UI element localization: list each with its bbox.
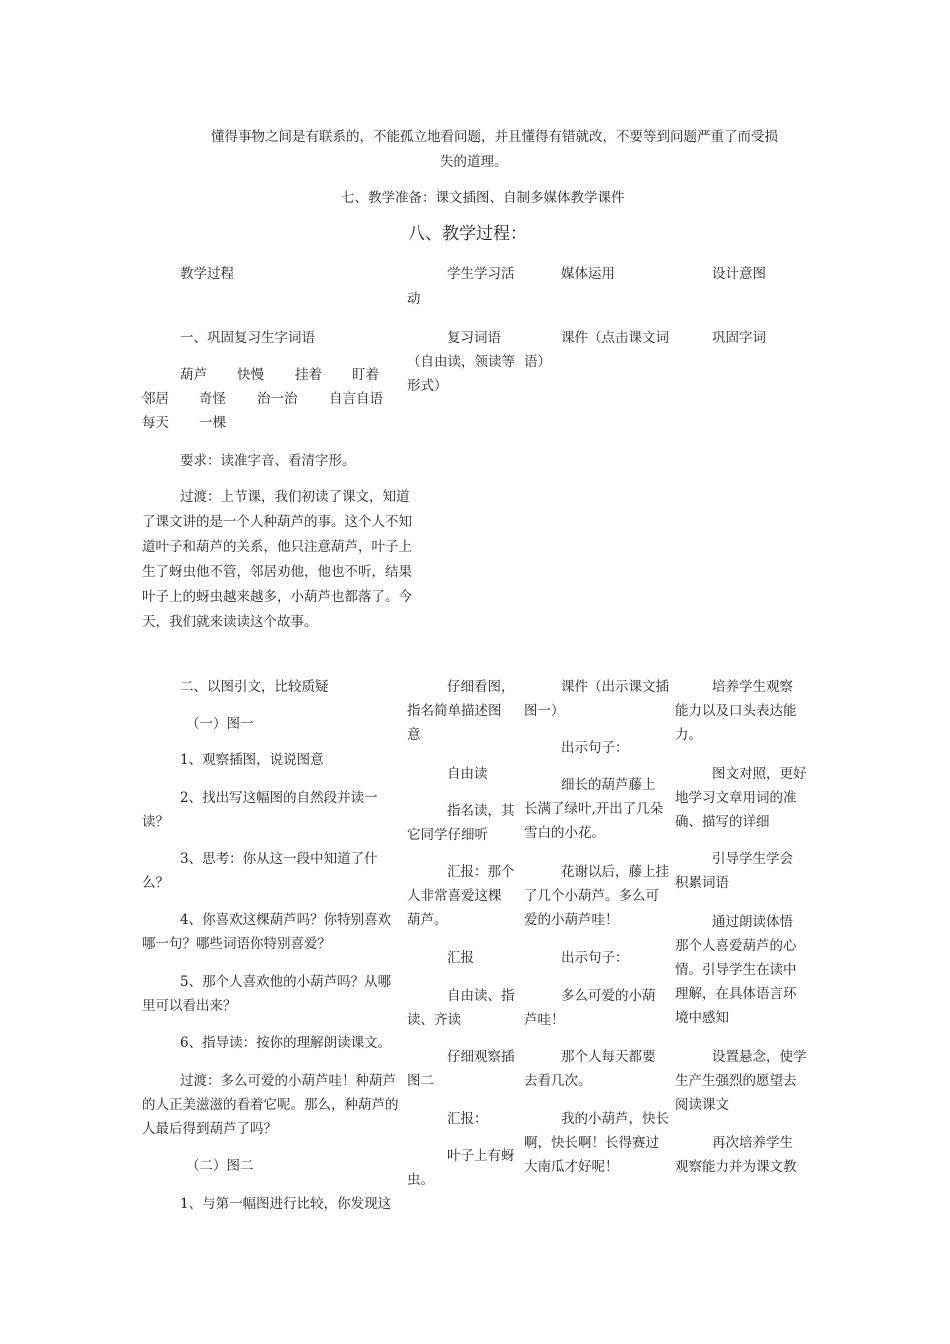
word: 治一治 bbox=[257, 391, 298, 407]
question-4-cont: 哪一句？哪些词语你特别喜爱？ bbox=[142, 936, 331, 952]
intent-line: 引导学生学会 bbox=[712, 851, 793, 867]
student-activity-line: 自由读、指 bbox=[447, 988, 515, 1004]
header-media: 媒体运用 bbox=[561, 266, 615, 282]
media-line: 图一） bbox=[524, 703, 565, 719]
question-6: 6、指导读：按你的理解朗读课文。 bbox=[180, 1035, 392, 1051]
question-3-cont: 么？ bbox=[142, 875, 169, 891]
goal-text-line2: 失的道理。 bbox=[440, 154, 508, 170]
word: 挂着 bbox=[295, 367, 322, 383]
student-activity-line: 叶子上有蚜 bbox=[447, 1148, 515, 1164]
intent-line: 图文对照，更好 bbox=[712, 766, 807, 782]
section1-requirement: 要求：读准字音、看清字形。 bbox=[180, 453, 356, 469]
intent-line: 情。引导学生在读中 bbox=[675, 962, 797, 978]
word: 葫芦 bbox=[180, 367, 207, 383]
intent-line: 境中感知 bbox=[675, 1010, 729, 1026]
media-line: 去看几次。 bbox=[524, 1073, 592, 1089]
header-student-activity-cont: 动 bbox=[407, 291, 421, 307]
intent-line: 阅读课文 bbox=[675, 1097, 729, 1113]
figure2-question-1: 1、与第一幅图进行比较，你发现这 bbox=[180, 1196, 392, 1212]
student-activity-line: 它同学仔细听 bbox=[407, 827, 488, 843]
section2-subtitle-figure2: （二）图二 bbox=[186, 1158, 254, 1174]
media-line: 芦哇！ bbox=[524, 1012, 565, 1028]
word: 快慢 bbox=[237, 367, 264, 383]
word: 自言自语 bbox=[329, 391, 383, 407]
media-line: 了几个小葫芦。多么可 bbox=[524, 888, 659, 904]
question-1: 1、观察插图，说说图意 bbox=[180, 752, 324, 768]
header-design-intent: 设计意图 bbox=[712, 266, 766, 282]
student-activity-line: 指名简单描述图 bbox=[407, 703, 502, 719]
intent-line: 理解，在具体语言环 bbox=[675, 986, 797, 1002]
word: 盯着 bbox=[352, 367, 379, 383]
question-2: 2、找出写这幅图的自然段并读一 bbox=[180, 790, 378, 806]
student-activity-line: 仔细看图， bbox=[447, 679, 515, 695]
student-activity-line: 人非常喜爱这棵 bbox=[407, 888, 502, 904]
intent-line: 确、描写的详细 bbox=[675, 814, 770, 830]
word: 邻居 bbox=[142, 391, 169, 407]
student-activity-line: 意 bbox=[407, 727, 421, 743]
student-activity-line: 指名读，其 bbox=[447, 803, 515, 819]
intent-line: 积累词语 bbox=[675, 875, 729, 891]
section1-design-intent: 巩固字词 bbox=[712, 330, 766, 346]
teaching-prep: 七、教学准备：课文插图、自制多媒体教学课件 bbox=[341, 190, 625, 206]
section1-media-cont: 语） bbox=[524, 354, 551, 370]
intent-line: 那个人喜爱葫芦的心 bbox=[675, 938, 797, 954]
student-activity-line: 汇报：那个 bbox=[447, 864, 515, 880]
intent-line: 生产生强烈的愿望去 bbox=[675, 1073, 797, 1089]
intent-line: 通过朗读体悟 bbox=[712, 914, 793, 930]
intent-line: 能力以及口头表达能 bbox=[675, 703, 797, 719]
section1-media: 课件（点击课文词 bbox=[561, 330, 669, 346]
media-line: 雪白的小花。 bbox=[524, 825, 605, 841]
section1-student-activity-cont: （自由读，领读等 bbox=[407, 354, 515, 370]
section1-student-activity: 复习词语 bbox=[447, 330, 501, 346]
process-heading: 八、教学过程： bbox=[408, 224, 527, 244]
media-line: 啊，快长啊！长得赛过 bbox=[524, 1135, 659, 1151]
intent-line: 观察能力并为课文教 bbox=[675, 1159, 797, 1175]
media-line: 出示句子： bbox=[561, 950, 629, 966]
question-4: 4、你喜欢这棵葫芦吗？你特别喜欢 bbox=[180, 912, 392, 928]
student-activity-line: 自由读 bbox=[447, 766, 488, 782]
media-line: 爱的小葫芦哇！ bbox=[524, 912, 619, 928]
media-line: 长满了绿叶,开出了几朵 bbox=[524, 801, 664, 817]
header-teaching-process: 教学过程 bbox=[180, 266, 234, 282]
media-line: 花谢以后，藤上挂 bbox=[561, 864, 669, 880]
question-3: 3、思考：你从这一段中知道了什 bbox=[180, 851, 378, 867]
intent-line: 地学习文章用词的准 bbox=[675, 790, 797, 806]
section1-student-activity-cont: 形式） bbox=[407, 378, 448, 394]
student-activity-line: 读、齐读 bbox=[407, 1012, 461, 1028]
media-line: 课件（出示课文插 bbox=[561, 679, 669, 695]
word: 每天 bbox=[142, 415, 169, 431]
question-5-cont: 里可以看出来？ bbox=[142, 998, 237, 1014]
section1-transition: 过渡：上节课，我们初读了课文，知道了课文讲的是一个人种葫芦的事。这个人不知道叶子和葫芦的关系，他只注意葫芦，叶子上生了蚜虫他不管，邻居劝他，他也不听，结果叶子上的蚜虫越来越多，小葫芦也都落了。今天，我们就来读读这个故事。 bbox=[142, 489, 412, 630]
intent-line: 培养学生观察 bbox=[712, 679, 793, 695]
student-activity-line: 汇报： bbox=[447, 1111, 488, 1127]
section2-transition-cont: 的人正美滋滋的看着它呢。那么，种葫芦的 bbox=[142, 1097, 399, 1113]
section2-transition-cont: 人最后得到葫芦了吗？ bbox=[142, 1121, 277, 1137]
goal-text-line1: 懂得事物之间是有联系的，不能孤立地看问题，并且懂得有错就改，不要等到问题严重了而受损 bbox=[211, 129, 778, 145]
media-line: 那个人每天都要 bbox=[561, 1049, 656, 1065]
question-2-cont: 读？ bbox=[142, 814, 169, 830]
student-activity-line: 虫。 bbox=[407, 1172, 434, 1188]
media-line: 我的小葫芦，快长 bbox=[561, 1111, 669, 1127]
media-line: 大南瓜才好呢！ bbox=[524, 1159, 619, 1175]
intent-line: 再次培养学生 bbox=[712, 1135, 793, 1151]
question-5: 5、那个人喜欢他的小葫芦吗？从哪 bbox=[180, 974, 392, 990]
student-activity-line: 仔细观察插 bbox=[447, 1049, 515, 1065]
intent-line: 力。 bbox=[675, 727, 702, 743]
section1-title: 一、巩固复习生字词语 bbox=[180, 330, 315, 346]
section2-transition: 过渡：多么可爱的小葫芦哇！种葫芦 bbox=[180, 1073, 396, 1089]
section2-title: 二、以图引文，比较质疑 bbox=[180, 679, 329, 695]
word: 奇怪 bbox=[199, 391, 226, 407]
section2-subtitle-figure1: （一）图一 bbox=[186, 716, 254, 732]
media-line: 出示句子： bbox=[561, 740, 629, 756]
intent-line: 设置悬念，使学 bbox=[712, 1049, 807, 1065]
student-activity-line: 葫芦。 bbox=[407, 912, 448, 928]
student-activity-line: 图二 bbox=[407, 1073, 434, 1089]
media-line: 多么可爱的小葫 bbox=[561, 988, 656, 1004]
header-student-activity: 学生学习活 bbox=[447, 266, 515, 282]
media-line: 细长的葫芦藤上 bbox=[561, 777, 656, 793]
word: 一棵 bbox=[199, 415, 226, 431]
student-activity-line: 汇报 bbox=[447, 950, 474, 966]
